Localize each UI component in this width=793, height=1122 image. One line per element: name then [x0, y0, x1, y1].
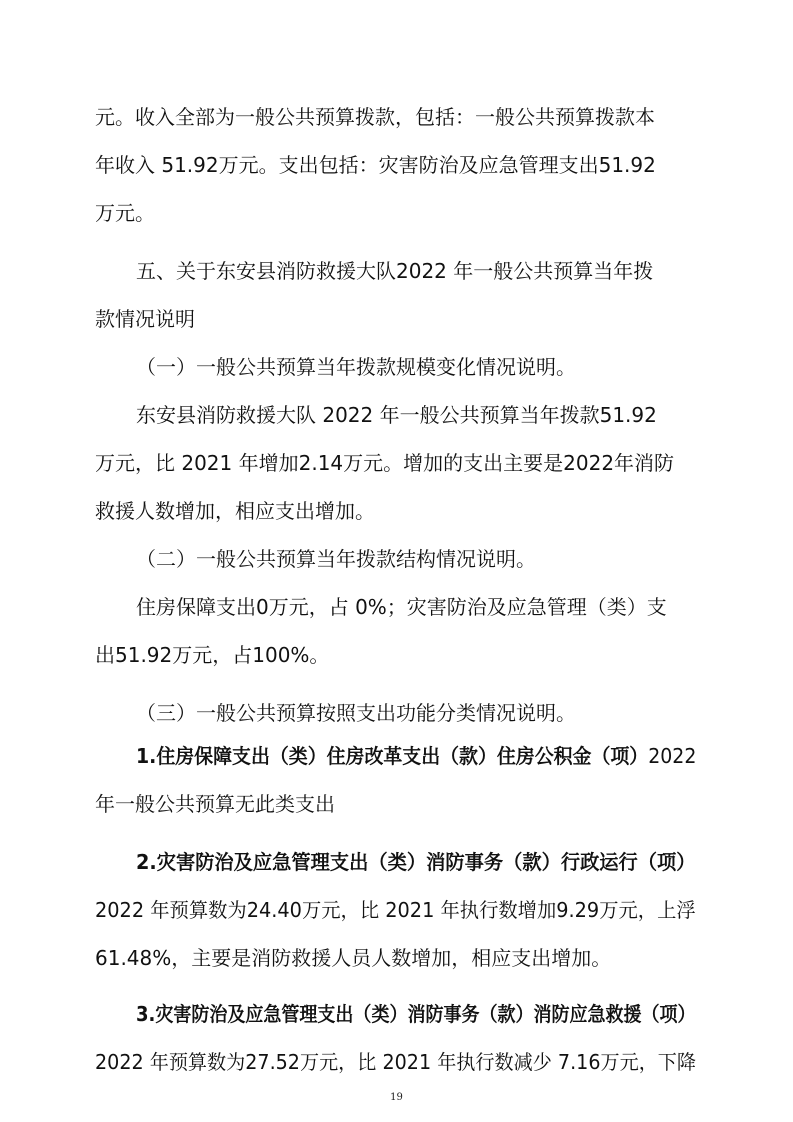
- item-heading: 2.灾害防治及应急管理支出（类）消防事务（款）行政运行（项）: [136, 850, 696, 874]
- paragraph-line: 东安县消防救援大队 2022 年一般公共预算当年拨款51.92: [136, 403, 657, 427]
- item-heading-year: 2022: [648, 744, 697, 768]
- subheading: （二）一般公共预算当年拨款结构情况说明。: [136, 547, 536, 571]
- paragraph-line: 元。收入全部为一般公共预算拨款，包括：一般公共预算拨款本: [95, 105, 655, 129]
- item-heading-bold: 1.住房保障支出（类）住房改革支出（款）住房公积金（项）: [136, 744, 649, 768]
- paragraph-line: 出51.92万元，占100%。: [95, 643, 330, 667]
- paragraph-line: 年收入 51.92万元。支出包括：灾害防治及应急管理支出51.92: [95, 153, 656, 177]
- item-heading: 3.灾害防治及应急管理支出（类）消防事务（款）消防应急救援（项）: [136, 1002, 696, 1026]
- section-heading: 五、关于东安县消防救援大队2022 年一般公共预算当年拨: [136, 259, 654, 283]
- page-number: 19: [390, 1092, 403, 1103]
- section-heading-continuation: 款情况说明: [95, 307, 195, 331]
- paragraph-line: 61.48%，主要是消防救援人员人数增加，相应支出增加。: [95, 946, 612, 970]
- paragraph-line: 2022 年预算数为27.52万元，比 2021 年执行数减少 7.16万元，下降: [95, 1050, 697, 1074]
- paragraph-line: 住房保障支出0万元，占 0%；灾害防治及应急管理（类）支: [136, 595, 667, 619]
- paragraph-line: 救援人数增加，相应支出增加。: [95, 499, 375, 523]
- paragraph-line: 2022 年预算数为24.40万元，比 2021 年执行数增加9.29万元，上浮: [95, 898, 696, 922]
- subheading: （三）一般公共预算按照支出功能分类情况说明。: [136, 701, 576, 725]
- paragraph-line: 年一般公共预算无此类支出: [95, 792, 335, 816]
- paragraph-line: 万元，比 2021 年增加2.14万元。增加的支出主要是2022年消防: [95, 451, 675, 475]
- subheading: （一）一般公共预算当年拨款规模变化情况说明。: [136, 355, 576, 379]
- item-heading: [136, 742, 696, 770]
- paragraph-line: 万元。: [95, 201, 155, 225]
